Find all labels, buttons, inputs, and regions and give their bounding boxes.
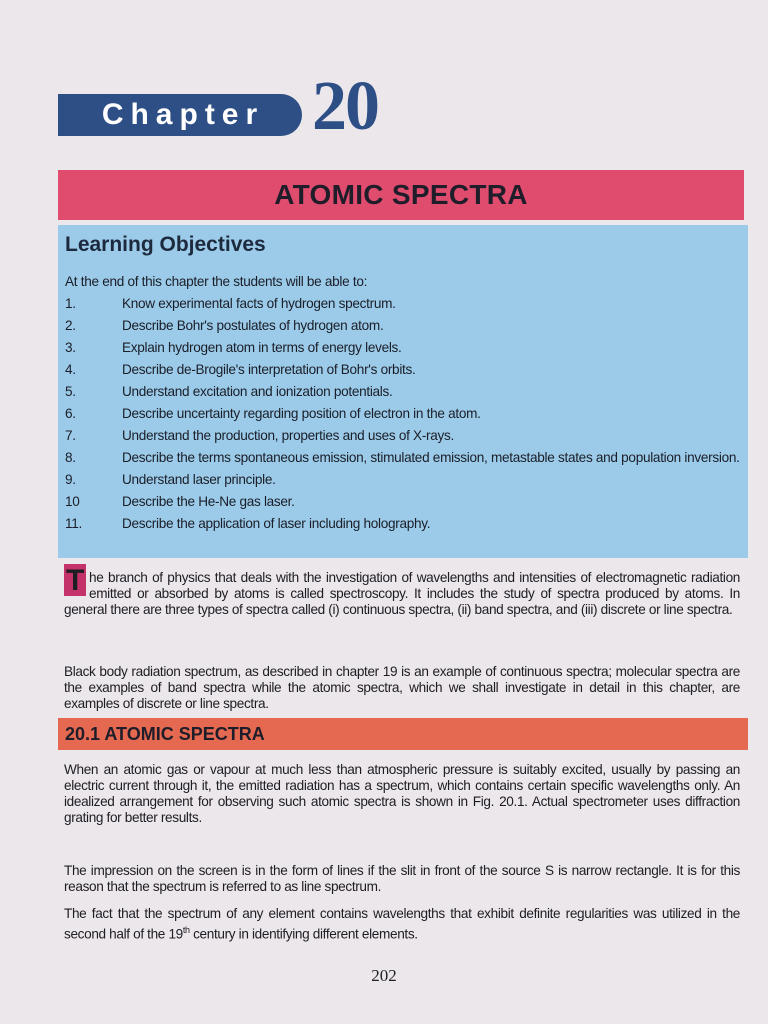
- objective-text: Understand excitation and ionization potentials.: [122, 384, 393, 399]
- objective-item: [65, 406, 745, 422]
- objective-number: 3.: [65, 340, 76, 355]
- chapter-label: Chapter: [101, 98, 265, 131]
- section-title: 20.1 ATOMIC SPECTRA: [65, 723, 265, 744]
- objectives-heading: Learning Objectives: [65, 233, 266, 256]
- learning-objectives-panel: [58, 225, 748, 558]
- section-paragraph-text: The fact that the spectrum of any element contains wavelengths that exhibit definite regularities was utilized in the second half of the 19: [64, 906, 740, 942]
- objective-number: 5.: [65, 384, 76, 399]
- objective-item: [65, 362, 745, 378]
- objective-number: 9.: [65, 472, 76, 487]
- section-paragraph: When an atomic gas or vapour at much less than atmospheric pressure is suitably excited, usually by passing an electric current through it, the emitted radiation has a spectrum, which contains certain specific wavelengths only. An idealized arrangement for observing such atomic spectra is shown in Fig. 20.1. Actual spectrometer uses diffraction grating for better results.: [64, 762, 740, 825]
- chapter-title: ATOMIC SPECTRA: [274, 179, 528, 210]
- objective-number: 4.: [65, 362, 76, 377]
- objective-item: [65, 494, 745, 510]
- objective-text: Understand laser principle.: [122, 472, 276, 487]
- objective-number: 7.: [65, 428, 76, 443]
- objective-item: [65, 450, 745, 466]
- objective-item: [65, 340, 745, 356]
- section-paragraph: [64, 906, 740, 943]
- objective-text: Understand the production, properties and uses of X-rays.: [122, 428, 455, 443]
- drop-cap-letter: T: [66, 564, 84, 597]
- objective-item: [65, 516, 745, 532]
- objective-text: Explain hydrogen atom in terms of energy levels.: [122, 340, 402, 355]
- objective-text: Describe the terms spontaneous emission, stimulated emission, metastable states and population inversion.: [122, 450, 740, 465]
- objective-text: Know experimental facts of hydrogen spectrum.: [122, 296, 396, 311]
- section-paragraph-text-end: century in identifying different elements.: [189, 926, 418, 942]
- intro-paragraph-text: he branch of physics that deals with the investigation of wavelengths and intensities of electromagnetic radiation emitted or absorbed by atoms is called spectroscopy. It includes the study of spectra produced by atoms. In general there are three types of spectra called (i) continuous spectra, (ii) band spectra, and (iii) discrete or line spectra.: [64, 570, 740, 617]
- objective-number: 6.: [65, 406, 76, 421]
- objective-number: 8.: [65, 450, 76, 465]
- objectives-intro: At the end of this chapter the students will be able to:: [65, 274, 368, 289]
- chapter-title-banner: [58, 170, 744, 220]
- section-heading-banner: [58, 718, 748, 750]
- objective-item: [65, 384, 745, 400]
- objective-number: 2.: [65, 318, 76, 333]
- objective-text: Describe the application of laser including holography.: [122, 516, 431, 531]
- black-body-paragraph: Black body radiation spectrum, as described in chapter 19 is an example of continuous spectra; molecular spectra are the examples of band spectra while the atomic spectra, which we shall investigate in detail in this chapter, are examples of discrete or line spectra.: [64, 664, 740, 711]
- page-number: 202: [371, 966, 397, 985]
- objective-number: 11.: [65, 516, 82, 531]
- ordinal-superscript: th: [182, 925, 190, 935]
- objective-text: Describe the He-Ne gas laser.: [122, 494, 295, 509]
- objective-number: 10: [65, 494, 80, 509]
- objective-number: 1.: [65, 296, 76, 311]
- objective-text: Describe Bohr's postulates of hydrogen atom.: [122, 318, 384, 333]
- objective-item: [65, 296, 745, 312]
- chapter-number: 20: [312, 68, 378, 145]
- objective-item: [65, 472, 745, 488]
- chapter-label-badge: [58, 94, 302, 136]
- objective-item: [65, 318, 745, 334]
- objective-item: [65, 428, 745, 444]
- objective-text: Describe de-Brogile's interpretation of Bohr's orbits.: [122, 362, 416, 377]
- section-paragraph: The impression on the screen is in the form of lines if the slit in front of the source S is narrow rectangle. It is for this reason that the spectrum is referred to as line spectrum.: [64, 863, 740, 894]
- objectives-list: [65, 296, 745, 538]
- intro-paragraph: [64, 564, 740, 618]
- objective-text: Describe uncertainty regarding position of electron in the atom.: [122, 406, 481, 421]
